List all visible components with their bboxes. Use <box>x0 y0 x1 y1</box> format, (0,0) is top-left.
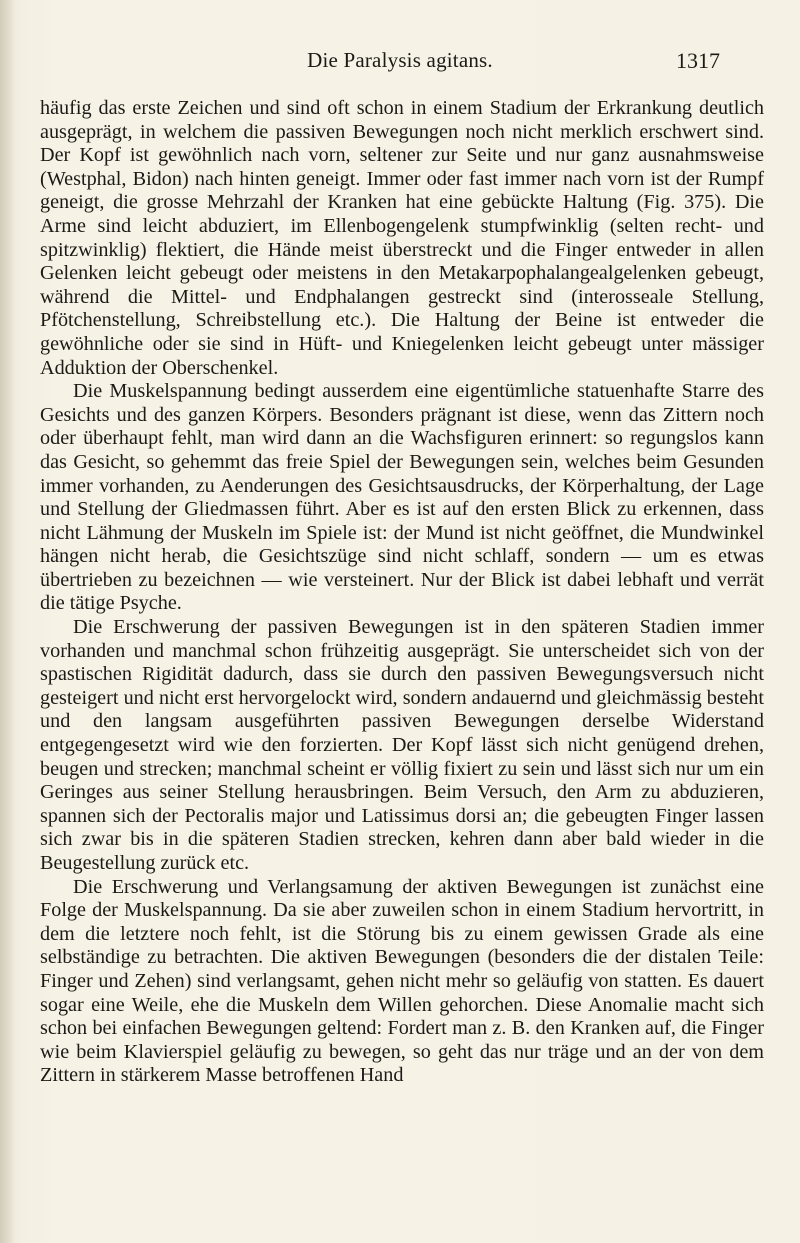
paragraph: häufig das erste Zeichen und sind oft schon in einem Stadium der Erkrankung deutlich ausgeprägt, in welchem die passiven Bewegungen noch nicht merklich erschwert sind. Der Kopf ist gewöhnlich nach vorn, seltener zur Seite und nur ganz ausnahmsweise (Westphal, Bidon) nach hinten geneigt. Immer oder fast immer nach vorn ist der Rumpf geneigt, die grosse Mehrzahl der Kranken hat eine gebückte Haltung (Fig. 375). Die Arme sind leicht abduziert, im Ellenbogengelenk stumpfwinklig (selten recht- und spitzwinklig) flektiert, die Hände meist überstreckt und die Finger entweder in allen Gelenken leicht gebeugt oder meistens in den Metakarpophalangealgelenken gebeugt, während die Mittel- und Endphalangen gestreckt sind (interosseale Stellung, Pfötchenstellung, Schreibstellung etc.). Die Haltung der Beine ist entweder die gewöhnliche oder sie sind in Hüft- und Kniegelenken leicht gebeugt unter mässiger Adduktion der Oberschenkel. <box>40 97 764 379</box>
running-title: Die Paralysis agitans. <box>307 48 493 72</box>
page-binding-shadow <box>0 0 14 1243</box>
page-header <box>0 48 800 78</box>
paragraph: Die Erschwerung und Verlangsamung der aktiven Bewegungen ist zunächst eine Folge der Muskelspannung. Da sie aber zuweilen schon in einem Stadium hervortritt, in dem die letztere noch fehlt, ist die Störung bis zu einem gewissen Grade als eine selbständige zu betrachten. Die aktiven Bewegungen (besonders die der distalen Teile: Finger und Zehen) sind verlangsamt, gehen nicht mehr so geläufig von statten. Es dauert sogar eine Weile, ehe die Muskeln dem Willen gehorchen. Diese Anomalie macht sich schon bei einfachen Bewegungen geltend: Fordert man z. B. den Kranken auf, die Finger wie beim Klavierspiel geläufig zu bewegen, so geht das nur träge und an der von dem Zittern in stärkerem Masse betroffenen Hand <box>40 875 764 1087</box>
paragraph: Die Erschwerung der passiven Bewegungen ist in den späteren Stadien immer vorhanden und manchmal schon frühzeitig ausgeprägt. Sie unterscheidet sich von der spastischen Rigidität dadurch, dass sie durch den passiven Bewegungsversuch nicht gesteigert und nicht erst hervorgelockt wird, sondern andauernd und gleichmässig besteht und den langsam ausgeführten passiven Bewegungen derselbe Widerstand entgegengesetzt wird wie den forzierten. Der Kopf lässt sich nicht genügend drehen, beugen und strecken; manchmal scheint er völlig fixiert zu sein und lässt sich nur um ein Geringes aus seiner Stellung herausbringen. Beim Versuch, den Arm zu abduzieren, spannen sich der Pectoralis major und Latissimus dorsi an; die gebeugten Finger lassen sich zwar bis in die späteren Stadien strecken, kehren dann aber bald wieder in die Beugestellung zurück etc. <box>40 616 764 874</box>
body-text <box>40 97 764 1088</box>
paragraph: Die Muskelspannung bedingt ausserdem eine eigentümliche statuenhafte Starre des Gesichts und des ganzen Körpers. Besonders prägnant ist diese, wenn das Zittern noch oder überhaupt fehlt, man wird dann an die Wachsfiguren erinnert: so regungslos kann das Gesicht, so gehemmt das freie Spiel der Bewegungen sein, welches beim Gesunden immer vorhanden, zu Aenderungen des Gesichtsausdrucks, der Körperhaltung, der Lage und Stellung der Gliedmassen führt. Aber es ist auf den ersten Blick zu erkennen, dass nicht Lähmung der Muskeln im Spiele ist: der Mund ist nicht geöffnet, die Mundwinkel hängen nicht herab, die Gesichtszüge sind nicht schlaff, sondern — um es etwas übertrieben zu bezeichnen — wie versteinert. Nur der Blick ist dabei lebhaft und verrät die tätige Psyche. <box>40 380 764 615</box>
page-number: 1317 <box>676 48 720 73</box>
